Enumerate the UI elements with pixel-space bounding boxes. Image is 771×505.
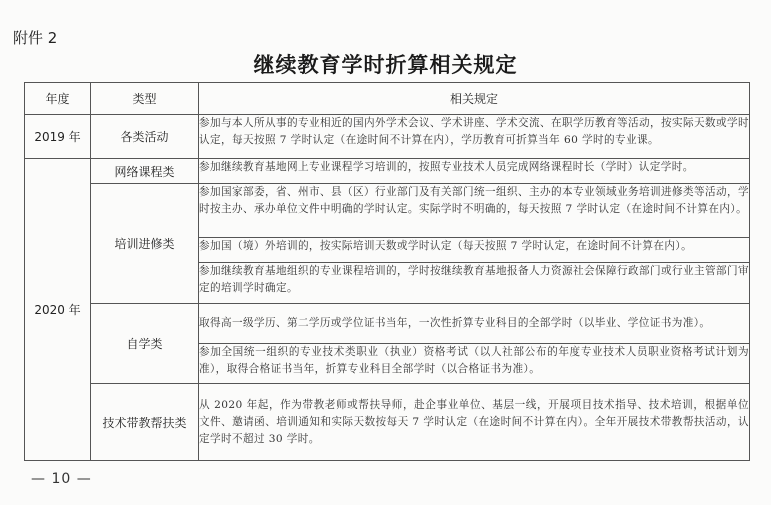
type-cell: 培训进修类 — [91, 184, 199, 304]
type-cell: 技术带教帮扶类 — [91, 384, 199, 461]
rule-cell: 参加与本人所从事的专业相近的国内外学术会议、学术讲座、学术交流、在职学历教育等活动，按实际天数或学时认定，每天按照 7 学时认定（在途时间不计算在内），学历教育可折算当年 60 学时的专业课。 — [199, 115, 750, 159]
rules-table — [24, 82, 750, 461]
table-row — [25, 184, 750, 238]
header-rules: 相关规定 — [199, 83, 750, 115]
document-title: 继续教育学时折算相关规定 — [253, 52, 518, 77]
year-cell: 2020 年 — [25, 159, 91, 461]
table-row — [25, 159, 750, 184]
header-year: 年度 — [25, 83, 91, 115]
header-type: 类型 — [91, 83, 199, 115]
rule-cell: 从 2020 年起，作为带教老师或帮扶导师，赴企事业单位、基层一线，开展项目技术指导、技术培训，根据单位文件、邀请函、培训通知和实际天数按每天 7 学时认定（在途时间不计算在内）。全年开展技术带教帮扶活动，认定学时不超过 30 学时。 — [199, 384, 750, 461]
type-cell: 各类活动 — [91, 115, 199, 159]
rule-cell: 参加国家部委，省、州市、县（区）行业部门及有关部门统一组织、主办的本专业领域业务培训进修类等活动，学时按主办、承办单位文件中明确的学时认定。实际学时不明确的，每天按照 7 学时认定（在途时间不计算在内）。 — [199, 184, 750, 238]
rule-cell: 参加全国统一组织的专业技术类职业（执业）资格考试（以人社部公布的年度专业技术人员职业资格考试计划为准），取得合格证书当年，折算专业科目全部学时（以合格证书为准）。 — [199, 344, 750, 384]
rule-cell: 参加国（境）外培训的，按实际培训天数或学时认定（每天按照 7 学时认定，在途时间不计算在内）。 — [199, 238, 750, 263]
table-row — [25, 115, 750, 159]
type-cell: 网络课程类 — [91, 159, 199, 184]
rule-cell: 取得高一级学历、第二学历或学位证书当年，一次性折算专业科目的全部学时（以毕业、学位证书为准）。 — [199, 304, 750, 344]
table-row — [25, 304, 750, 344]
type-cell: 自学类 — [91, 304, 199, 384]
rule-cell: 参加继续教育基地组织的专业课程培训的，学时按继续教育基地报备人力资源社会保障行政部门或行业主管部门审定的培训学时确定。 — [199, 263, 750, 304]
page-number: — 10 — — [31, 471, 92, 487]
year-cell: 2019 年 — [25, 115, 91, 159]
rule-cell: 参加继续教育基地网上专业课程学习培训的，按照专业技术人员完成网络课程时长（学时）认定学时。 — [199, 159, 750, 184]
table-header-row — [25, 83, 750, 115]
attachment-label: 附件 2 — [13, 29, 58, 47]
table-row — [25, 384, 750, 461]
